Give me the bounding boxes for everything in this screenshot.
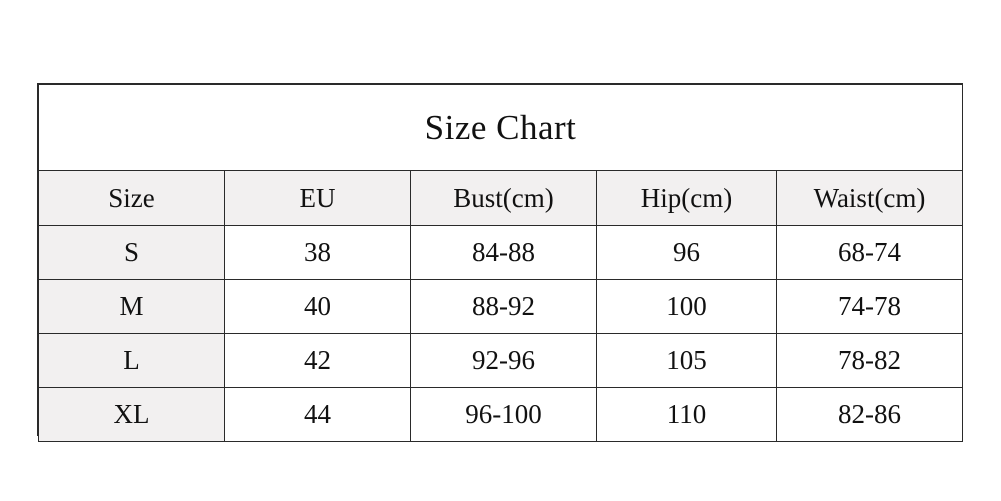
cell-waist: 82-86 — [777, 388, 963, 442]
cell-hip: 105 — [597, 334, 777, 388]
cell-bust: 92-96 — [411, 334, 597, 388]
cell-hip: 100 — [597, 280, 777, 334]
column-header-eu: EU — [225, 171, 411, 226]
cell-eu: 38 — [225, 226, 411, 280]
table-row — [39, 334, 963, 388]
cell-bust: 96-100 — [411, 388, 597, 442]
cell-eu: 42 — [225, 334, 411, 388]
table-row — [39, 280, 963, 334]
table-row — [39, 226, 963, 280]
cell-eu: 44 — [225, 388, 411, 442]
cell-size: XL — [39, 388, 225, 442]
cell-waist: 68-74 — [777, 226, 963, 280]
size-chart-table — [38, 84, 963, 442]
cell-size: L — [39, 334, 225, 388]
cell-size: S — [39, 226, 225, 280]
column-header-size: Size — [39, 171, 225, 226]
cell-waist: 78-82 — [777, 334, 963, 388]
cell-hip: 96 — [597, 226, 777, 280]
table-header-row — [39, 171, 963, 226]
cell-eu: 40 — [225, 280, 411, 334]
cell-size: M — [39, 280, 225, 334]
column-header-waist: Waist(cm) — [777, 171, 963, 226]
cell-bust: 88-92 — [411, 280, 597, 334]
column-header-hip: Hip(cm) — [597, 171, 777, 226]
cell-waist: 74-78 — [777, 280, 963, 334]
cell-hip: 110 — [597, 388, 777, 442]
cell-bust: 84-88 — [411, 226, 597, 280]
size-chart-container — [37, 83, 963, 436]
table-row — [39, 388, 963, 442]
column-header-bust: Bust(cm) — [411, 171, 597, 226]
title-row — [39, 85, 963, 171]
chart-title: Size Chart — [39, 85, 963, 171]
